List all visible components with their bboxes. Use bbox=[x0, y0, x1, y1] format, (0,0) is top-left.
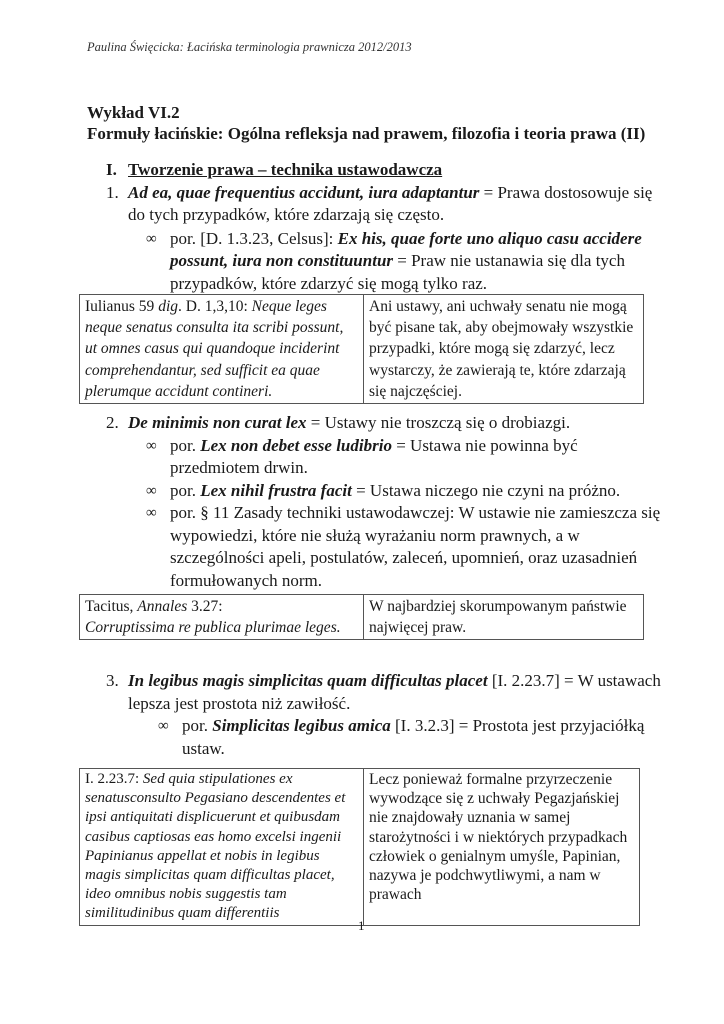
latin-maxim: Lex non debet esse ludibrio bbox=[200, 435, 392, 455]
polish-translation-cell: W najbardziej skorumpowanym państwie najwięcej praw. bbox=[364, 595, 644, 640]
reference: por. bbox=[170, 435, 201, 455]
source-author: Tacitus, bbox=[85, 598, 138, 615]
latin-maxim: Simplicitas legibus amica bbox=[212, 716, 391, 735]
section-number: I. bbox=[106, 160, 117, 179]
latin-source-cell bbox=[80, 595, 364, 640]
section-heading bbox=[106, 159, 666, 182]
list-item-2 bbox=[106, 412, 666, 435]
quote-table-2 bbox=[79, 594, 644, 640]
list-item-3 bbox=[106, 670, 666, 715]
sub-item bbox=[146, 435, 666, 480]
source-work: Annales bbox=[137, 598, 188, 615]
infinity-bullet-icon: ∞ bbox=[146, 505, 157, 521]
quote-table-1 bbox=[79, 294, 644, 404]
latin-maxim: In legibus magis simplicitas quam difficultas placet bbox=[128, 671, 488, 690]
infinity-bullet-icon: ∞ bbox=[146, 230, 157, 247]
source-abbrev: dig bbox=[158, 298, 178, 315]
sub-item bbox=[146, 228, 666, 296]
latin-maxim: Ad ea, quae frequentius accidunt, iura adaptantur bbox=[128, 182, 480, 202]
source-author: Iulianus 59 bbox=[85, 298, 159, 315]
section-1 bbox=[106, 159, 666, 295]
title-block bbox=[87, 102, 645, 144]
section-item-2 bbox=[106, 412, 666, 592]
sub-item bbox=[158, 715, 666, 760]
item-number: 2. bbox=[106, 413, 119, 432]
reference: por. bbox=[170, 480, 201, 500]
latin-maxim: De minimis non curat lex bbox=[128, 413, 307, 432]
latin-quote: Corruptissima re publica plurimae leges. bbox=[85, 619, 341, 637]
reference-text: por. § 11 Zasady techniki ustawodawczej: W ustawie nie zamieszcza się wypowiedzi, które nie służą wyrażaniu norm prawnych, a w szczególności apeli, postulatów, zaleceń, upomnień, oraz uzasadnień formułowanych norm. bbox=[170, 503, 661, 590]
latin-maxim: Lex nihil frustra facit bbox=[200, 480, 352, 500]
sub-item bbox=[146, 480, 666, 503]
source-ref: . D. 1,3,10: bbox=[178, 298, 252, 315]
translation: = Ustawa nie powinna być przedmiotem drwin. bbox=[170, 435, 578, 477]
polish-translation-cell: Ani ustawy, ani uchwały senatu nie mogą być pisane tak, aby obejmowały wszystkie przypadki, które mogą się zdarzyć, lecz wystarczy, że zawierają te, które zdarzają się najczęściej. bbox=[364, 295, 644, 404]
list-item-1 bbox=[106, 182, 666, 227]
reference: por. bbox=[182, 716, 213, 735]
latin-quote: Neque leges neque senatus consulta ita scribi possunt, ut omnes casus qui quandoque inciderint comprehendantur, sed sufficit ea quae plerumque accidunt contineri. bbox=[85, 298, 344, 400]
infinity-bullet-icon: ∞ bbox=[158, 718, 169, 734]
infinity-bullet-icon: ∞ bbox=[146, 437, 157, 454]
translation: [I. 2.23.7] = W ustawach lepsza jest prostota niż zawiłość. bbox=[128, 671, 661, 713]
section-label: Tworzenie prawa – technika ustawodawcza bbox=[128, 160, 443, 179]
running-header: Paulina Święcicka: Łacińska terminologia prawnicza 2012/2013 bbox=[87, 40, 412, 54]
item-number: 1. bbox=[106, 182, 119, 202]
source-ref: 3.27: bbox=[187, 598, 223, 615]
polish-translation-cell: Lecz ponieważ formalne przyrzeczenie wywodzące się z uchwały Pegazjańskiej nie znajdowały uznania w samej starożytności i w niektórych przypadkach człowiek o genialnym umyśle, Papinian, nazywa je podchwytliwymi, a nam w prawach bbox=[364, 769, 640, 926]
reference: por. [D. 1.3.23, Celsus]: bbox=[170, 228, 338, 248]
latin-maxim: Ex his, quae forte uno aliquo casu accidere possunt, iura non constituuntur bbox=[170, 228, 642, 270]
sub-item bbox=[146, 502, 666, 592]
lecture-subtitle: Formuły łacińskie: Ogólna refleksja nad prawem, filozofia i teoria prawa (II) bbox=[87, 124, 646, 143]
quote-table-3 bbox=[79, 768, 640, 926]
source-ref: I. 2.23.7: bbox=[85, 771, 143, 787]
translation: [I. 3.2.3] = Prostota jest przyjaciółką ustaw. bbox=[182, 716, 645, 758]
item-number: 3. bbox=[106, 671, 119, 690]
page-number: 1 bbox=[358, 918, 365, 933]
infinity-bullet-icon: ∞ bbox=[146, 482, 157, 499]
translation: = Prawa dostosowuje się do tych przypadków, które zdarzają się często. bbox=[128, 182, 653, 224]
latin-source-cell bbox=[80, 769, 364, 926]
translation: = Praw nie ustanawia się dla tych przypadków, które zdarzyć się mogą tylko raz. bbox=[170, 251, 625, 293]
latin-source-cell bbox=[80, 295, 364, 404]
section-item-3 bbox=[106, 670, 666, 760]
translation: = Ustawy nie troszczą się o drobiazgi. bbox=[306, 413, 571, 432]
latin-quote: Sed quia stipulationes ex senatusconsulto Pegasiano descendentes et ipsi antiquitati displicuerunt et quibusdam casibus captiosas eas homo excelsi ingenii Papinianus appellat et nobis in legibus magis simplicitas quam difficultas placet, ideo omnibus nobis suggestis tam similitudinibus quam differentiis bbox=[85, 771, 346, 922]
translation: = Ustawa niczego nie czyni na próżno. bbox=[351, 480, 621, 500]
lecture-title: Wykład VI.2 bbox=[87, 103, 180, 122]
